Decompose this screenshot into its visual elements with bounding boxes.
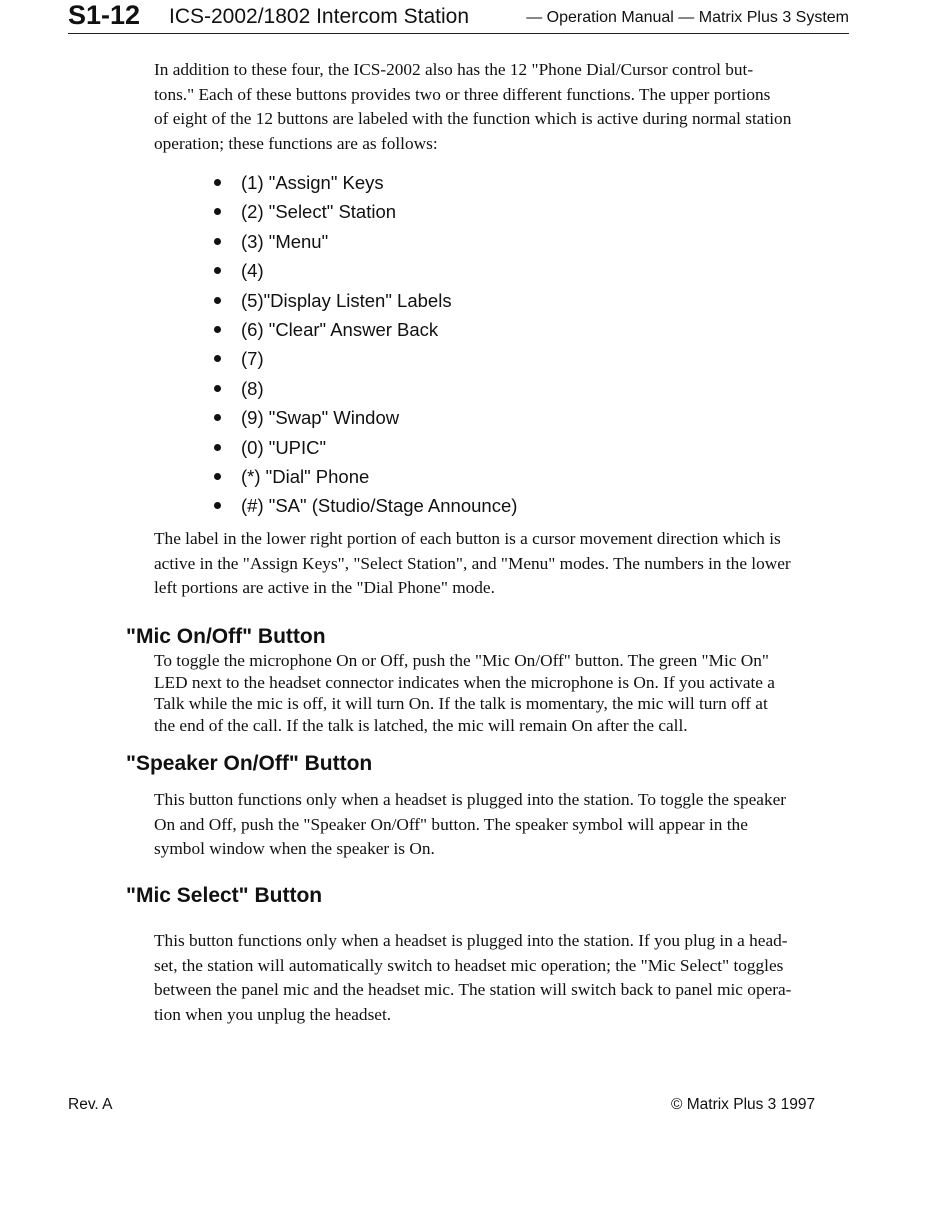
text-line: On and Off, push the "Speaker On/Off" button. The speaker symbol will appear in the [154,814,748,834]
list-item-text: (9) "Swap" Window [241,407,400,429]
bullet-icon [214,238,221,245]
mic-onoff-paragraph [154,650,849,737]
copyright-notice: © Matrix Plus 3 1997 [671,1096,816,1113]
list-item-text: (3) "Menu" [241,230,329,252]
intro-paragraph [154,58,849,156]
mic-select-paragraph [154,929,849,1027]
text-line: left portions are active in the "Dial Phone" mode. [154,578,495,597]
list-item-text: (7) [241,348,264,370]
page-header [68,0,849,34]
bullet-icon [214,179,221,186]
text-line: Talk while the mic is off, it will turn On. If the talk is momentary, the mic will turn off at [154,694,768,714]
text-line: between the panel mic and the headset mic. The station will switch back to panel mic opera- [154,980,792,999]
bullet-icon [214,414,221,421]
bullet-icon [214,355,221,362]
manual-subtitle: — Operation Manual — Matrix Plus 3 System [526,9,849,26]
speaker-onoff-paragraph [154,788,849,862]
text-line: the end of the call. If the talk is latched, the mic will remain On after the call. [154,716,688,736]
bullet-icon [214,444,221,451]
bullet-icon [214,473,221,480]
text-line: active in the "Assign Keys", "Select Station", and "Menu" modes. The numbers in the lower [154,553,791,573]
text-line: This button functions only when a headset is plugged into the station. If you plug in a head- [154,931,788,950]
text-line: This button functions only when a headset is plugged into the station. To toggle the speaker [154,790,787,809]
section-heading-speaker-onoff: "Speaker On/Off" Button [126,752,373,775]
list-item-text: (5)"Display Listen" Labels [241,289,452,311]
list-item-text: (6) "Clear" Answer Back [241,318,439,340]
bullet-icon [214,326,221,333]
list-item-text: (8) [241,377,264,399]
text-line: of eight of the 12 buttons are labeled with the function which is active during normal station [154,109,792,128]
bullet-icon [214,208,221,215]
text-line: set, the station will automatically switch to headset mic operation; the "Mic Select" toggles [154,955,784,975]
text-line: tons." Each of these buttons provides two or three different functions. The upper portions [154,84,771,104]
bullet-icon [214,385,221,392]
revision-label: Rev. A [68,1096,113,1113]
text-line: symbol window when the speaker is On. [154,839,435,858]
section-heading-mic-select: "Mic Select" Button [126,884,323,907]
bullet-icon [214,267,221,274]
section-heading-mic-onoff: "Mic On/Off" Button [126,625,326,648]
list-item-text: (0) "UPIC" [241,436,327,458]
page-number: S1-12 [68,0,141,30]
text-line: The label in the lower right portion of each button is a cursor movement direction which is [154,529,781,548]
text-line: To toggle the microphone On or Off, push the "Mic On/Off" button. The green "Mic On" [154,651,769,670]
list-item-text: (1) "Assign" Keys [241,172,384,193]
label-note-paragraph [154,527,849,601]
list-item-text: (#) "SA" (Studio/Stage Announce) [241,495,518,517]
text-line: LED next to the headset connector indicates when the microphone is On. If you activate a [154,672,775,692]
text-line: operation; these functions are as follows: [154,133,438,153]
list-item-text: (4) [241,260,264,282]
manual-title: ICS-2002/1802 Intercom Station [169,5,470,28]
text-line: tion when you unplug the headset. [154,1004,392,1024]
text-line: In addition to these four, the ICS-2002 also has the 12 "Phone Dial/Cursor control but- [154,60,754,79]
bullet-icon [214,297,221,304]
list-item-text: (*) "Dial" Phone [241,465,370,487]
list-item-text: (2) "Select" Station [241,201,397,223]
bullet-icon [214,502,221,509]
